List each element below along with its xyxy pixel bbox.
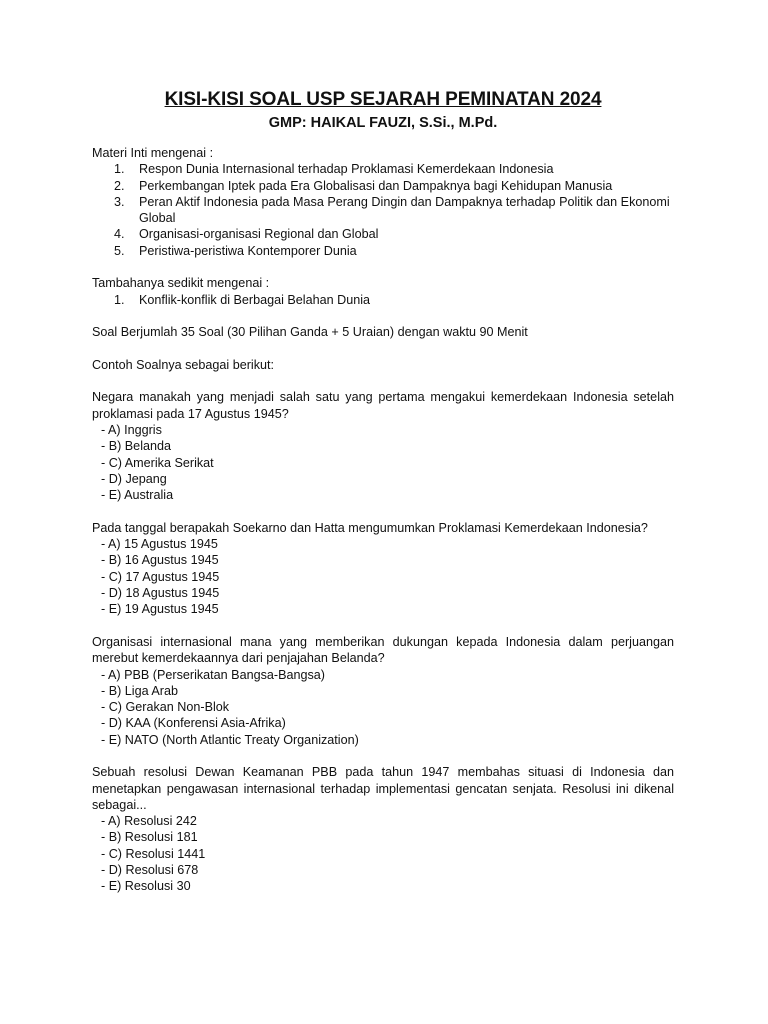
- option-item: - C) 17 Agustus 1945: [101, 569, 220, 584]
- options-list: [92, 536, 674, 617]
- contoh-soal-heading: Contoh Soalnya sebagai berikut:: [92, 357, 275, 372]
- question-text: Organisasi internasional mana yang memberikan dukungan kepada Indonesia dalam perjuangan merebut kemerdekaannya dari penjajahan Belanda?: [92, 634, 674, 666]
- materi-intro: Materi Inti mengenai :: [92, 146, 214, 160]
- option-item: - B) Resolusi 181: [101, 830, 198, 845]
- option-item: - E) Australia: [101, 488, 174, 503]
- option-item: - D) Resolusi 678: [101, 863, 199, 878]
- option-item: - B) Belanda: [101, 439, 172, 454]
- option-item: - E) Resolusi 30: [101, 879, 191, 894]
- option-item: - C) Amerika Serikat: [101, 455, 214, 470]
- materi-list: [92, 161, 674, 259]
- question-text: Pada tanggal berapakah Soekarno dan Hatta mengumumkan Proklamasi Kemerdekaan Indonesia?: [92, 520, 648, 535]
- materi-item: 1. Respon Dunia Internasional terhadap Proklamasi Kemerdekaan Indonesia: [114, 162, 554, 177]
- option-item: - A) Inggris: [101, 423, 162, 438]
- option-item: - A) 15 Agustus 1945: [101, 537, 218, 552]
- question-text: Sebuah resolusi Dewan Keamanan PBB pada tahun 1947 membahas situasi di Indonesia dan menetapkan pengawasan internasional terhadap implementasi gencatan senjata. Resolusi ini dikenal sebagai...: [92, 765, 674, 812]
- question-text: Negara manakah yang menjadi salah satu yang pertama mengakui kemerdekaan Indonesia setelah proklamasi pada 17 Agustus 1945?: [92, 390, 674, 421]
- options-list: [92, 422, 674, 503]
- document-subtitle: GMP: HAIKAL FAUZI, S.Si., M.Pd.: [268, 115, 498, 131]
- tambahan-list: [92, 292, 674, 308]
- materi-item: 3. Peran Aktif Indonesia pada Masa Perang Dingin dan Dampaknya terhadap Politik dan Ekonomi Global: [114, 194, 670, 226]
- question-block: [92, 389, 674, 503]
- question-block: [92, 634, 674, 748]
- option-item: - C) Gerakan Non-Blok: [101, 700, 230, 715]
- tambahan-intro: Tambahanya sedikit mengenai :: [92, 276, 270, 291]
- option-item: - D) Jepang: [101, 471, 167, 486]
- option-item: - E) 19 Agustus 1945: [101, 602, 219, 617]
- jumlah-soal-info: Soal Berjumlah 35 Soal (30 Pilihan Ganda + 5 Uraian) dengan waktu 90 Menit: [92, 325, 528, 340]
- option-item: - C) Resolusi 1441: [101, 846, 206, 861]
- materi-item: 5. Peristiwa-peristiwa Kontemporer Dunia: [114, 243, 357, 258]
- options-list: [92, 813, 674, 894]
- materi-item: 2. Perkembangan Iptek pada Era Globalisasi dan Dampaknya bagi Kehidupan Manusia: [114, 178, 613, 193]
- option-item: - D) 18 Agustus 1945: [101, 586, 220, 601]
- tambahan-item: 1. Konflik-konflik di Berbagai Belahan Dunia: [114, 292, 371, 307]
- option-item: - B) Liga Arab: [101, 683, 179, 698]
- option-item: - B) 16 Agustus 1945: [101, 553, 219, 568]
- document-page: [92, 88, 674, 895]
- question-block: [92, 520, 674, 618]
- materi-item: 4. Organisasi-organisasi Regional dan Global: [114, 227, 379, 242]
- option-item: - A) PBB (Perserikatan Bangsa-Bangsa): [101, 667, 325, 682]
- option-item: - A) Resolusi 242: [101, 814, 197, 829]
- option-item: - E) NATO (North Atlantic Treaty Organization): [101, 732, 359, 747]
- options-list: [92, 667, 674, 748]
- question-block: [92, 764, 674, 894]
- option-item: - D) KAA (Konferensi Asia-Afrika): [101, 716, 286, 731]
- document-title: KISI-KISI SOAL USP SEJARAH PEMINATAN 2024: [164, 89, 602, 110]
